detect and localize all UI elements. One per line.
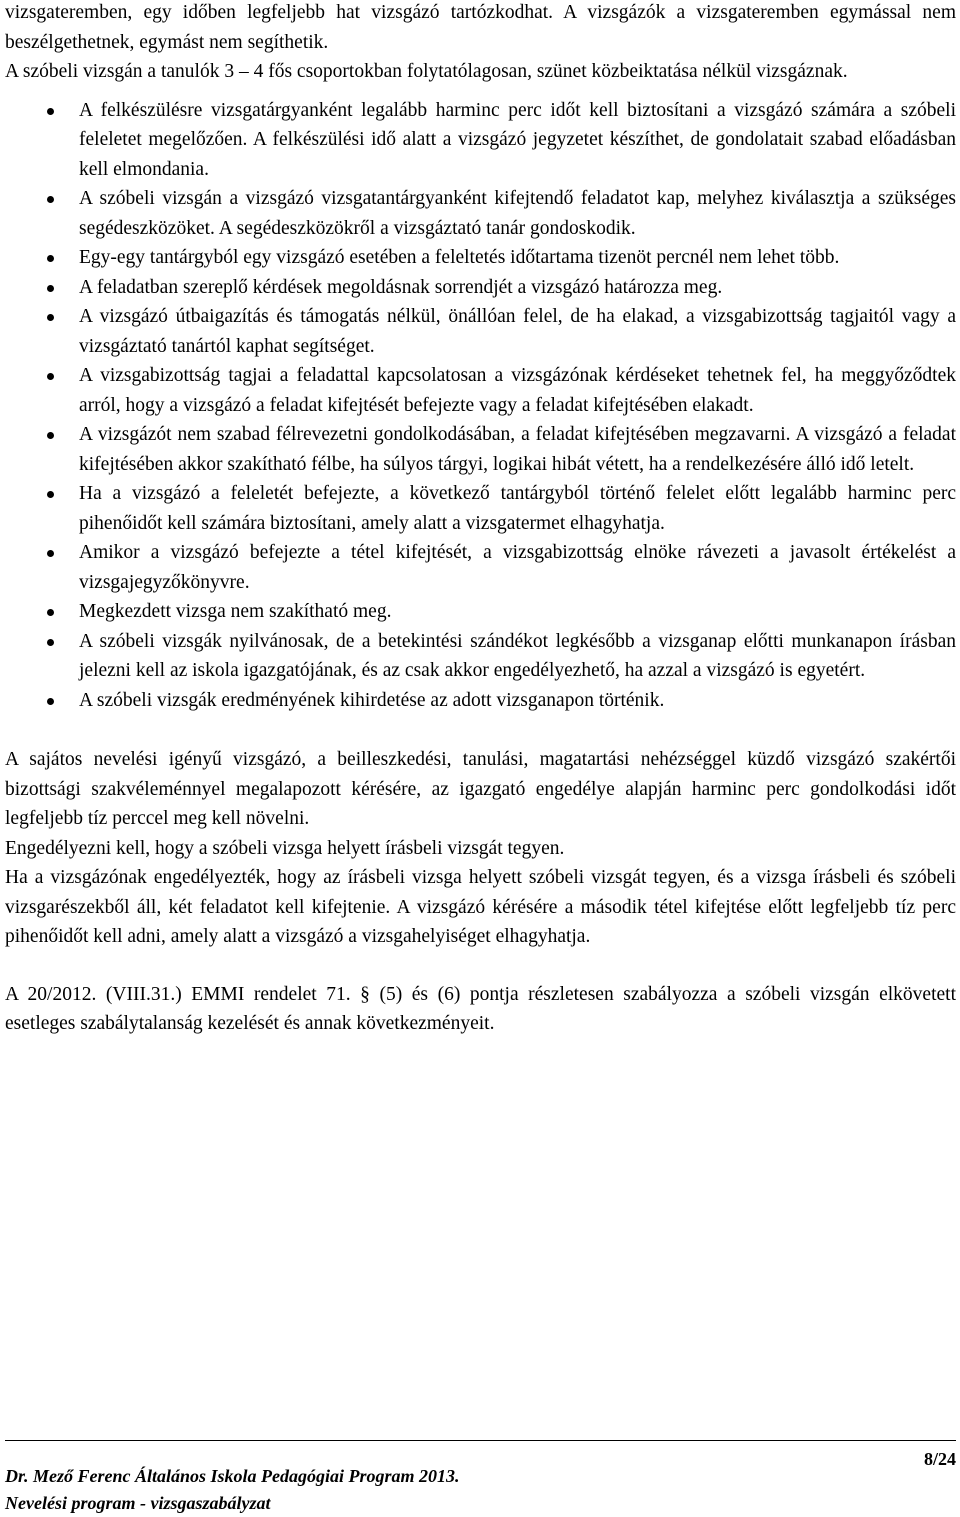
bullet-icon [47,196,54,203]
list-item-text: Ha a vizsgázó a feleletét befejezte, a következő tantárgyból történő felelet előtt legalább harminc perc pihenőidőt kell számára biztosítani, amely alatt a vizsgatermet elhagyhatja. [79,483,956,534]
list-item [5,686,956,716]
list-item [5,420,956,479]
footer-title [5,1463,460,1517]
list-item-text: A felkészülésre vizsgatárgyanként legalább harminc perc időt kell biztosítani a vizsgázó számára a szóbeli feleletet megelőzően. A felkészülési idő alatt a vizsgázó jegyzetet készíthet, de gondolatait szabad előadásban kell elmondania. [79,99,956,180]
bullet-icon [47,285,54,292]
bullet-icon [47,108,54,115]
bullet-icon [47,491,54,498]
list-item [5,184,956,243]
list-item [5,273,956,303]
oral-exam-rules-list [5,96,956,716]
body-paragraph: Ha a vizsgázónak engedélyezték, hogy az írásbeli vizsga helyett szóbeli vizsgát tegyen, és a vizsga írásbeli és szóbeli vizsgarészekből áll, két feladatot kell kifejtenie. A vizsgázó kérésére a második tétel kifejtése előtt legfeljebb tíz perc pihenőidőt kell adni, amely alatt a vizsgázó a vizsgahelyiséget elhagyhatja. [5,867,956,947]
special-needs-section [5,745,956,952]
law-reference-paragraph: A 20/2012. (VIII.31.) EMMI rendelet 71. § (5) és (6) pontja részletesen szabályozza a szóbeli vizsgán elkövetett esetleges szabálytalanság kezelését és annak következményeit. [5,983,956,1034]
list-item-text: A vizsgázó útbaigazítás és támogatás nélkül, önállóan felel, de ha elakad, a vizsgabizottság tagjaitól vagy a vizsgáztató tanártól kaphat segítséget. [79,306,956,357]
list-item-text: A feladatban szereplő kérdések megoldásnak sorrendjét a vizsgázó határozza meg. [79,276,723,298]
intro-paragraph: vizsgateremben, egy időben legfeljebb hat vizsgázó tartózkodhat. A vizsgázók a vizsgateremben egymással nem beszélgethetnek, egymást nem segíthetik. [5,2,956,53]
bullet-icon [47,314,54,321]
bullet-icon [47,255,54,262]
list-item-text: A szóbeli vizsgák eredményének kihirdetése az adott vizsganapon történik. [79,689,665,711]
list-item-text: Megkezdett vizsga nem szakítható meg. [79,601,392,622]
bullet-icon [47,432,54,439]
list-item-text: A vizsgabizottság tagjai a feladattal kapcsolatosan a vizsgázónak kérdéseket tehetnek fel, ha meggyőződtek arról, hogy a vizsgázó a feladat kifejtését befejezte vagy a feladat kifejtésében elakadt. [79,365,956,416]
bullet-icon [47,550,54,557]
bullet-icon [47,609,54,616]
list-item-text: A szóbeli vizsgán a vizsgázó vizsgatantárgyanként kifejtendő feladatot kap, melyhez kiválasztja a szükséges segédeszközöket. A segédeszközökről a vizsgáztató tanár gondoskodik. [79,188,956,239]
list-item [5,479,956,538]
body-paragraph: A sajátos nevelési igényű vizsgázó, a beilleszkedési, tanulási, magatartási nehézséggel küzdő vizsgázó szakértői bizottsági szakvéleménnyel megalapozott kérésére, az igazgató engedélye alapján harminc perc gondolkodási időt legfeljebb tíz perccel meg kell növelni. [5,749,956,829]
list-item [5,361,956,420]
list-item [5,538,956,597]
list-item-text: A vizsgázót nem szabad félrevezetni gondolkodásában, a feladat kifejtésében megzavarni. A vizsgázó a feladat kifejtésében akkor szakítható félbe, ha súlyos tárgyi, logikai hibát vétett, ha a rendelkezésére álló idő letelt. [79,424,956,475]
bullet-icon [47,373,54,380]
intro-paragraphs [5,0,956,87]
body-paragraph: Engedélyezni kell, hogy a szóbeli vizsga helyett írásbeli vizsgát tegyen. [5,837,565,859]
list-item [5,597,956,627]
footer-school-line: Dr. Mező Ferenc Általános Iskola Pedagógiai Program 2013. [5,1466,460,1486]
list-item [5,627,956,686]
list-item-text: Amikor a vizsgázó befejezte a tétel kifejtését, a vizsgabizottság elnöke rávezeti a javasolt értékelést a vizsgajegyzőkönyvre. [79,542,956,593]
page-number: 8/24 [923,1449,956,1469]
list-item-text: Egy-egy tantárgyból egy vizsgázó esetében a feleltetés időtartama tizenöt percnél nem lehet több. [79,247,840,268]
list-item [5,243,956,273]
document-page [5,0,956,1039]
bullet-icon [47,698,54,705]
list-item [5,96,956,185]
footer-section-line: Nevelési program - vizsgaszabályzat [5,1493,271,1513]
list-item [5,302,956,361]
page-footer [5,1440,956,1513]
bullet-icon [47,639,54,646]
intro-paragraph: A szóbeli vizsgán a tanulók 3 – 4 fős csoportokban folytatólagosan, szünet közbeiktatása nélkül vizsgáznak. [5,61,848,82]
list-item-text: A szóbeli vizsgák nyilvánosak, de a betekintési szándékot legkésőbb a vizsganap előtti munkanapon írásban jelezni kell az iskola igazgatójának, és az csak akkor engedélyezhető, ha azzal a vizsgázó is egyetért. [79,630,956,681]
